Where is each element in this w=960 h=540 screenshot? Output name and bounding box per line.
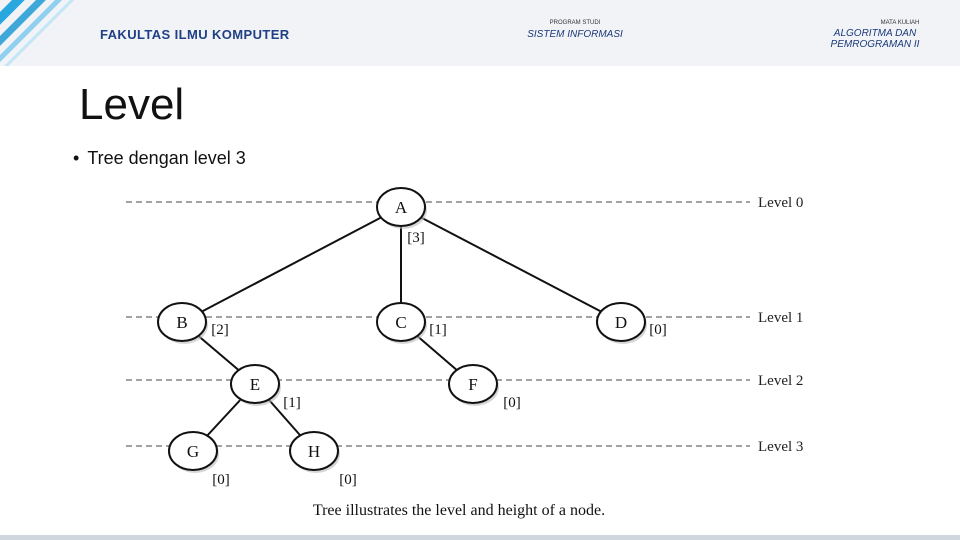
bullet-dot: • [73, 148, 80, 168]
level-label: Level 3 [758, 439, 804, 455]
program-name: SISTEM INFORMASI [527, 29, 623, 40]
node-label: D [614, 313, 628, 332]
node-label: H [307, 442, 321, 461]
tree-edge [182, 207, 401, 322]
level-label: Level 0 [758, 195, 804, 211]
slide-title: Level [79, 80, 185, 129]
node-height-label: [0] [503, 395, 521, 411]
slide-header [0, 0, 960, 66]
program-label: PROGRAM STUDI [549, 20, 601, 26]
node-label: A [394, 198, 408, 217]
node-label: B [176, 313, 188, 332]
tree-diagram-svg [118, 183, 838, 528]
diagram-caption: Tree illustrates the level and height of a node. [312, 502, 606, 519]
header-stripe [0, 0, 108, 66]
bullet-item [73, 148, 246, 169]
bottom-bar [0, 535, 960, 540]
course-name-line1: ALGORITMA DAN [833, 28, 917, 39]
node-label: F [468, 375, 478, 394]
node-label: G [186, 442, 200, 461]
node-height-label: [0] [212, 472, 230, 488]
node-height-label: [0] [339, 472, 357, 488]
tree-diagram [118, 183, 838, 528]
node-height-label: [1] [283, 395, 301, 411]
faculty-name: FAKULTAS ILMU KOMPUTER [100, 27, 290, 42]
level-label: Level 2 [758, 373, 804, 389]
node-height-label: [3] [407, 230, 425, 246]
node-height-label: [0] [649, 322, 667, 338]
bullet-text: Tree dengan level 3 [87, 148, 246, 168]
node-height-label: [1] [429, 322, 447, 338]
course-name-line2: PEMROGRAMAN II [830, 39, 920, 50]
course-label: MATA KULIAH [880, 20, 920, 26]
node-height-label: [2] [211, 322, 229, 338]
tree-edge [401, 207, 621, 322]
node-label: C [395, 313, 407, 332]
node-label: E [249, 375, 261, 394]
level-label: Level 1 [758, 310, 804, 326]
